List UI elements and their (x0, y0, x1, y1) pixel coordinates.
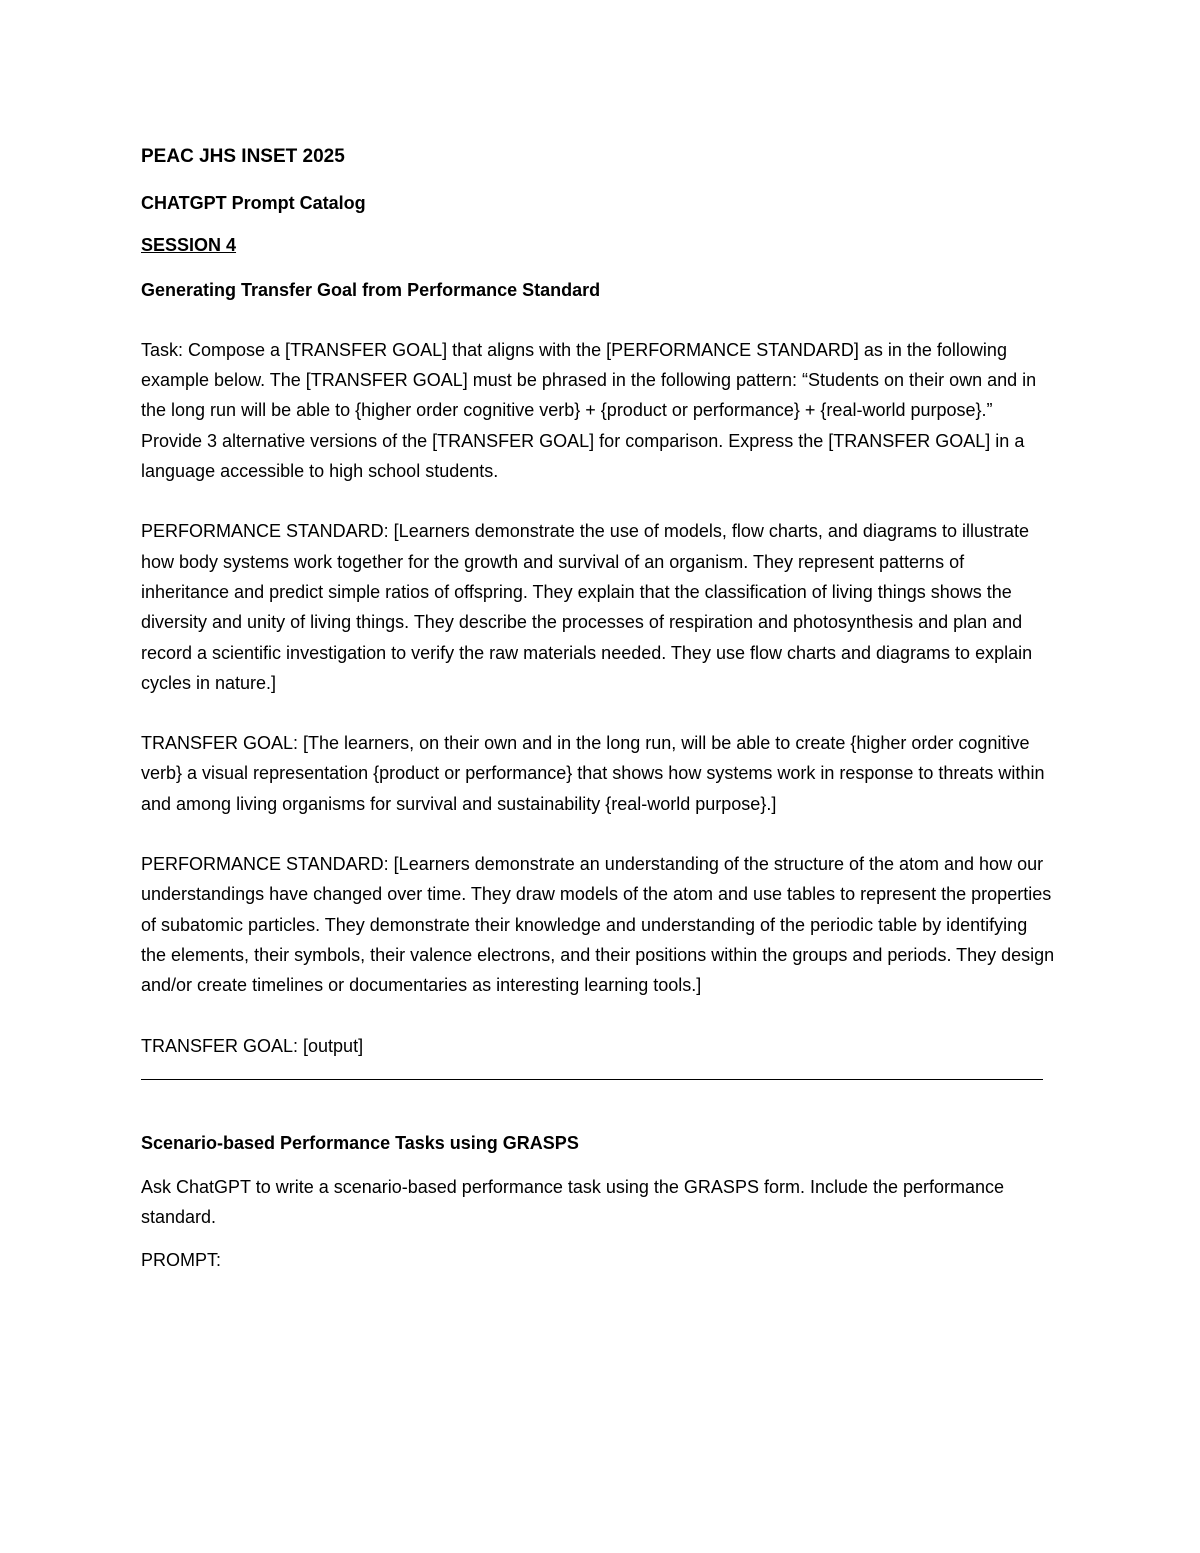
document-subtitle: CHATGPT Prompt Catalog (141, 193, 366, 213)
horizontal-rule (141, 1079, 1043, 1080)
prompt-label: PROMPT: (141, 1249, 222, 1270)
performance-standard-1: PERFORMANCE STANDARD: [Learners demonstrate the use of models, flow charts, and diagrams to illustrate how body systems work together for the growth and survival of an organism. They represent patterns of inheritance and predict simple ratios of offspring. They explain that the classification of living things shows the diversity and unity of living things. They describe the processes of respiration and photosynthesis and plan and record a scientific investigation to verify the raw materials needed. They use flow charts and diagrams to explain cycles in nature.] (141, 521, 1033, 693)
section-heading-transfer-goal: Generating Transfer Goal from Performance Standard (141, 279, 601, 300)
transfer-goal-2: TRANSFER GOAL: [output] (141, 1035, 364, 1056)
session-label: SESSION 4 (141, 235, 237, 256)
document-title: PEAC JHS INSET 2025 (141, 146, 345, 167)
task-paragraph: Task: Compose a [TRANSFER GOAL] that aligns with the [PERFORMANCE STANDARD] as in the following example below. The [TRANSFER GOAL] must be phrased in the following pattern: “Students on their own and in the long run will be able to {higher order cognitive verb} + {product or performance} + {real-world purpose}.” Provide 3 alternative versions of the [TRANSFER GOAL] for comparison. Express the [TRANSFER GOAL] in a language accessible to high school students. (141, 339, 1037, 482)
grasps-instruction: Ask ChatGPT to write a scenario-based performance task using the GRASPS form. Include the performance standard. (141, 1177, 1005, 1228)
document-page (141, 140, 1056, 1305)
transfer-goal-1: TRANSFER GOAL: [The learners, on their own and in the long run, will be able to create {higher order cognitive verb} a visual representation {product or performance} that shows how systems work in response to threats within and among living organisms for survival and sustainability {real-world purpose}.] (141, 733, 1045, 814)
performance-standard-2: PERFORMANCE STANDARD: [Learners demonstrate an understanding of the structure of the atom and how our understandings have changed over time. They draw models of the atom and use tables to represent the properties of subatomic particles. They demonstrate their knowledge and understanding of the periodic table by identifying the elements, their symbols, their valence electrons, and their positions within the groups and periods. They design and/or create timelines or documentaries as interesting learning tools.] (141, 854, 1055, 996)
section-heading-grasps: Scenario-based Performance Tasks using GRASPS (141, 1132, 579, 1153)
